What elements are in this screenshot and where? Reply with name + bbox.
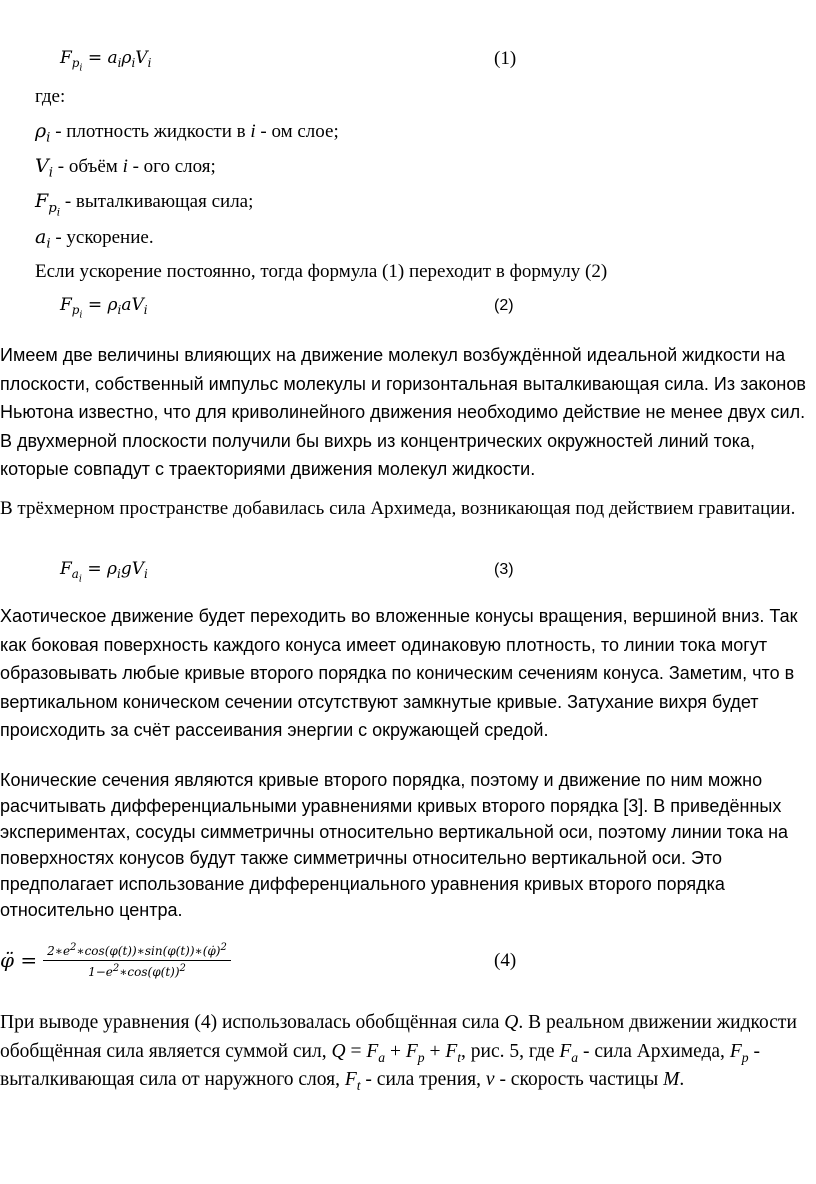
equation-2-number: (2): [494, 297, 514, 314]
definition-buoyant-force: [35, 190, 254, 219]
equation-4-fraction: [43, 942, 231, 979]
definition-symbol: $V_i$: [35, 155, 53, 181]
definition-symbol: $\rho_i$: [35, 120, 51, 146]
paragraph-text: Конические сечения являются кривые второго порядка, поэтому и движение по ним можно расчитывать дифференциальными уравнениями кривых второго порядка [3]. В приведённых экспериментах, сосуды симметричны относительно вертикальной оси, поэтому линии тока на поверхностях конусов будут также симметричны относительно вертикальной оси. Это предполагает использование дифференциального уравнения кривых второго порядка относительно центра.: [0, 770, 789, 920]
paragraph-text: Хаотическое движение будет переходить во вложенные конусы вращения, вершиной вниз. Так как боковая поверхность каждого конуса имеет одинаковую плотность, то линии тока могут образовывать любые кривые второго порядка по коническим сечениям конуса. Заметим, что в вертикальном коническом сечении отсутствуют замкнутые кривые. Затухание вихря будет происходить за счёт рассеивания энергии с окружающей средой.: [0, 606, 798, 740]
definition-text: - объём i - ого слоя;: [53, 156, 216, 177]
equation-4-numerator: $2∗e^2∗\cos(\varphi(t))∗\sin(\varphi(t))∗(\varphi̇)^2$: [43, 942, 231, 961]
where-label: где:: [35, 86, 66, 107]
equation-4-number: (4): [494, 950, 517, 971]
definition-text: - плотность жидкости в i - ом слое;: [50, 121, 339, 142]
paragraph-cones: [0, 602, 812, 745]
definition-text: - ускорение.: [50, 227, 154, 248]
equation-1: $F_{p_i} = a_i\rho_iV_i$: [60, 48, 152, 74]
paragraph-text: Имеем две величины влияющих на движение молекул возбуждённой идеальной жидкости на плоскости, собственный импульс молекулы и горизонтальная выталкивающая сила. Из законов Ньютона известно, что для криволинейного движения необходимо действие не менее двух сил. В двухмерной плоскости получили бы вихрь из концентрических окружностей линий тока, которые совпадут с траекториями движения молекул жидкости.: [0, 345, 806, 479]
equation-1-number: (1): [494, 48, 517, 69]
definition-acceleration: [35, 226, 154, 252]
definition-symbol: $F_{p_i}$: [35, 190, 61, 219]
definition-density: [35, 120, 339, 146]
equation-4-denominator: $1-e^2∗\cos(\varphi(t))^2$: [88, 962, 186, 979]
transition-text: Если ускорение постоянно, тогда формула (1) переходит в формулу (2): [35, 261, 608, 282]
paragraph-vortex: [0, 341, 812, 484]
definition-volume: [35, 155, 216, 181]
definition-symbol: $a_i$: [35, 226, 51, 252]
equation-4-lhs: φ̈ =: [0, 948, 38, 972]
equation-3-number: (3): [494, 561, 514, 578]
paragraph-archimedes: [0, 497, 812, 522]
paragraph-conic-sections: [0, 767, 812, 923]
equation-2: $F_{p_i} = \rho_iaV_i$: [60, 295, 148, 321]
paragraph-text: В трёхмерном пространстве добавилась сила Архимеда, возникающая под действием гравитации.: [0, 498, 796, 519]
equation-4: [0, 935, 231, 985]
equation-3: $F_{a_i} = \rho_igV_i$: [60, 559, 148, 585]
paragraph-forces: [0, 1009, 812, 1095]
paragraph-text: При выводе уравнения (4) использовалась обобщённая сила Q. В реальном движении жидкости обобщённая сила является суммой сил, $Q = F_a + F_p + F_t$, рис. 5, где $F_a$ - сила Архимеда, $F_p$ - выталкивающая сила от наружного слоя, $F_t$ - сила трения, v - скорость частицы M.: [0, 1012, 797, 1093]
definition-text: - выталкивающая сила;: [60, 191, 254, 212]
